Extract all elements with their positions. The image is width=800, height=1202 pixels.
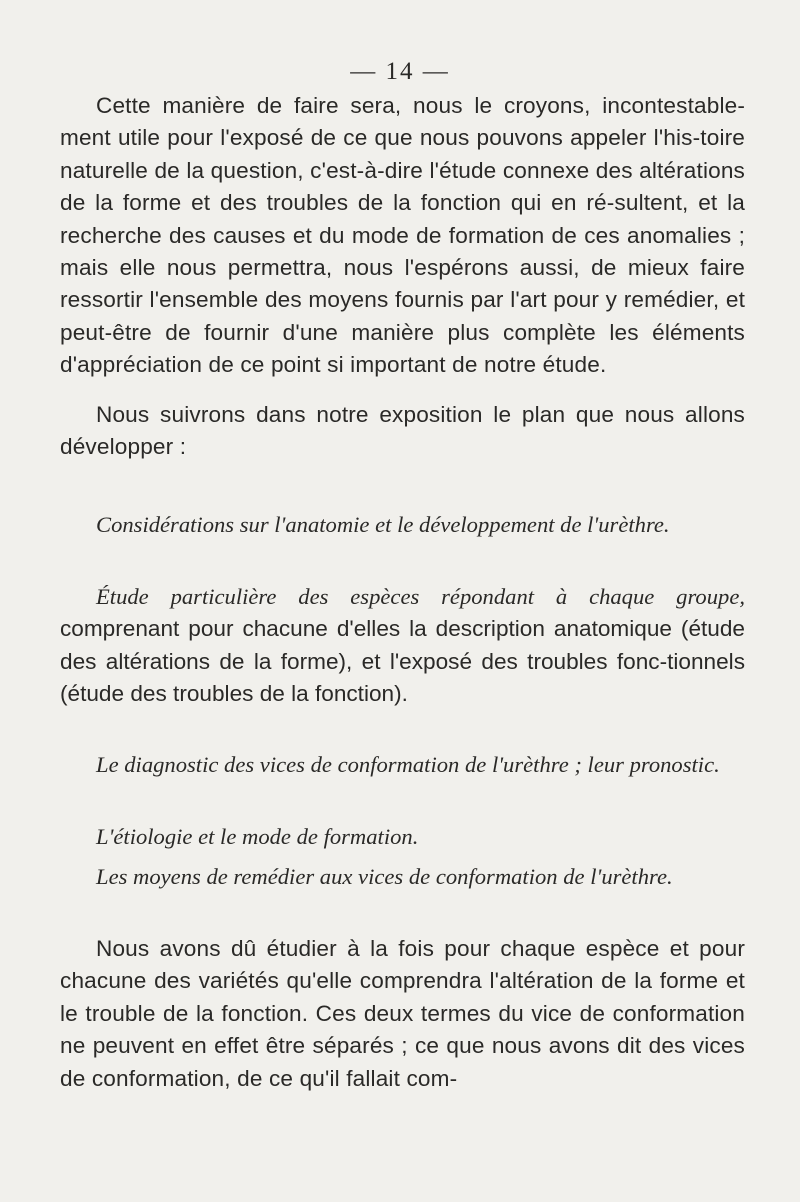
plan-item-species-rest: comprenant pour chacune d'elles la description anatomique (étude des altérations de la forme), et l'exposé des troubles fonc-tionnels (étude des troubles de la fonction).	[60, 616, 745, 707]
intro-paragraph	[60, 90, 745, 382]
plan-item-etiology-title: L'étiologie et le mode de formation.	[96, 824, 419, 849]
plan-item-anatomy-title: Considérations sur l'anatomie et le développement de l'urèthre.	[96, 512, 670, 537]
plan-item-species-title: Étude particulière des espèces répondant à chaque groupe,	[96, 584, 745, 609]
closing-paragraph-text: Nous avons dû étudier à la fois pour chaque espèce et pour chacune des variétés qu'elle comprendra l'altération de la forme et le trouble de la fonction. Ces deux termes du vice de conformation ne peuvent en effet être séparés ; ce que nous avons dit des vices de conformation, de ce qu'il fallait com-	[60, 936, 745, 1091]
plan-paragraph-text: Nous suivrons dans notre exposition le plan que nous allons développer :	[60, 402, 745, 460]
plan-paragraph	[60, 399, 745, 464]
intro-paragraph-text: Cette manière de faire sera, nous le croyons, incontestable-ment utile pour l'exposé de ce que nous pouvons appeler l'his-toire naturelle de la question, c'est-à-dire l'étude connexe des altérations de la forme et des troubles de la fonction qui en ré-sultent, et la recherche des causes et du mode de formation de ces anomalies ; mais elle nous permettra, nous l'espérons aussi, de mieux faire ressortir l'ensemble des moyens fournis par l'art pour y remédier, et peut-être de fournir d'une manière plus complète les éléments d'appréciation de ce point si important de notre étude.	[60, 93, 745, 378]
page-number: — 14 —	[350, 58, 450, 85]
plan-item-anatomy	[60, 509, 745, 541]
plan-item-species	[60, 581, 745, 711]
closing-paragraph	[60, 933, 745, 1095]
plan-item-diagnosis	[60, 749, 745, 781]
plan-item-remedies	[60, 861, 745, 893]
plan-item-diagnosis-title: Le diagnostic des vices de conformation de l'urèthre ; leur pronostic.	[96, 752, 720, 777]
plan-item-etiology	[60, 821, 745, 853]
plan-item-remedies-title: Les moyens de remédier aux vices de conformation de l'urèthre.	[96, 864, 673, 889]
